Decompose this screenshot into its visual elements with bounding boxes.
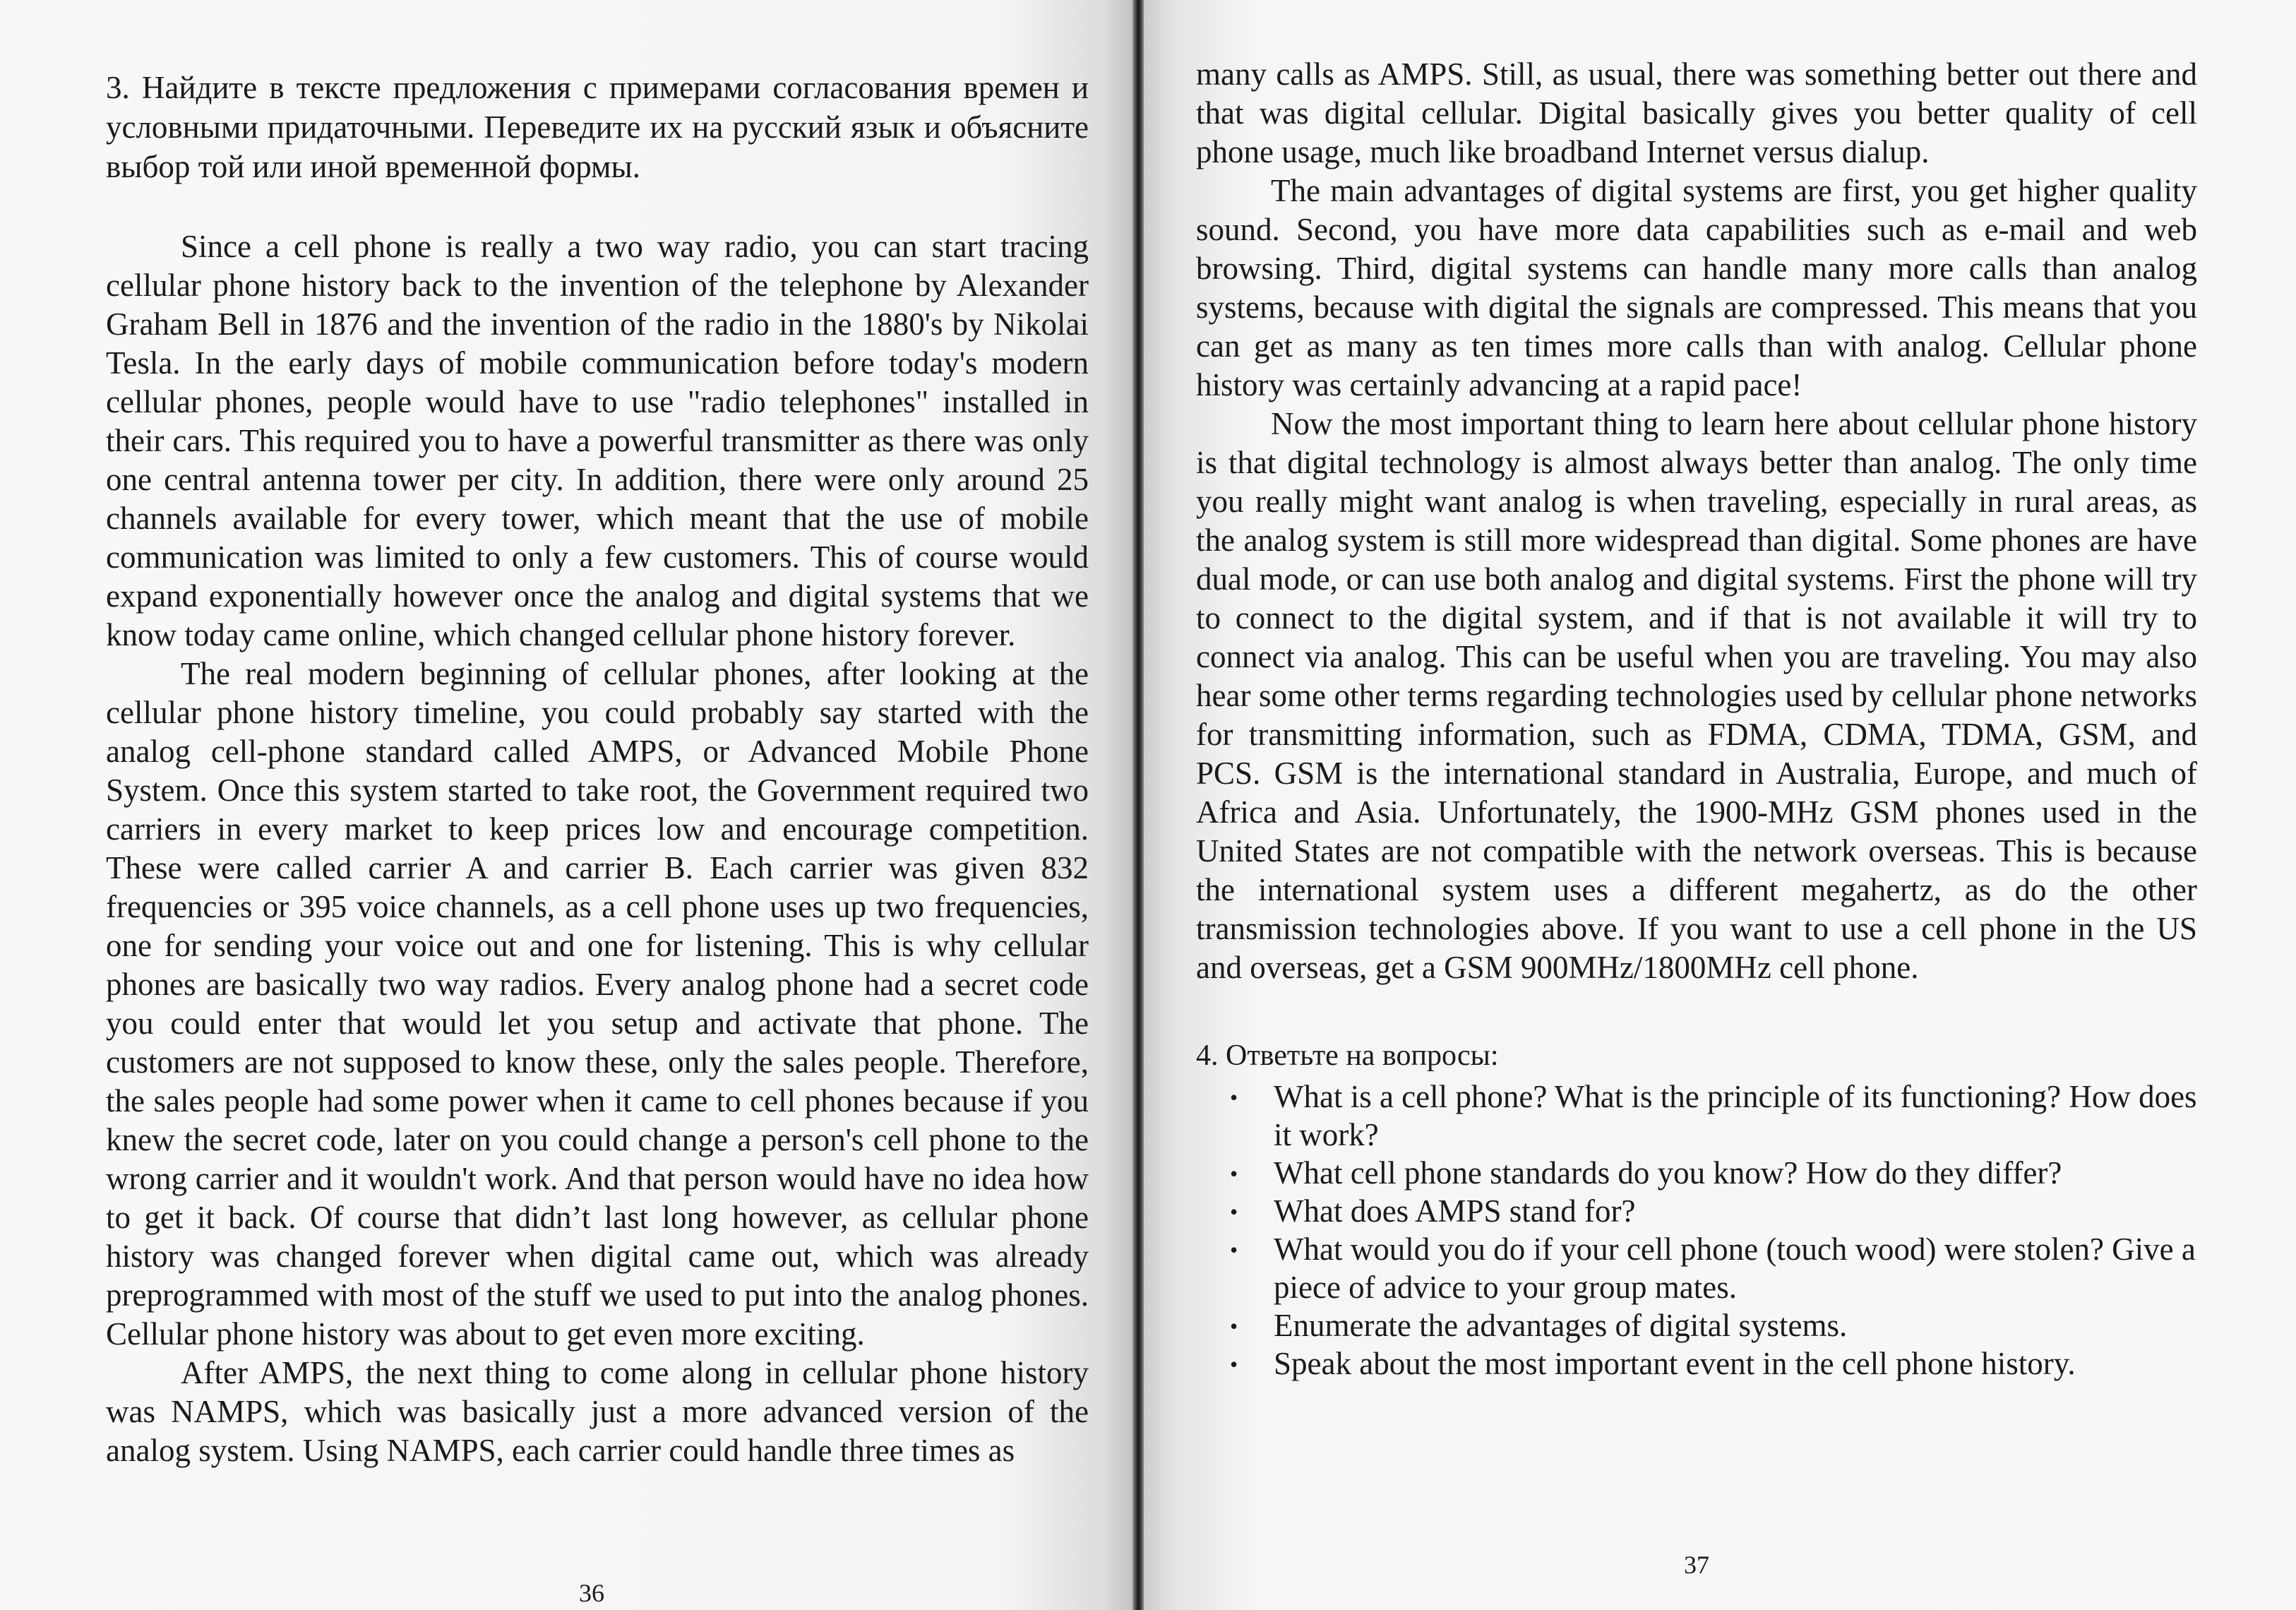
question-text: What cell phone standards do you know? How do they differ? (1274, 1155, 2062, 1191)
paragraph: Now the most important thing to learn here about cellular phone history is that digital technology is almost always better than analog. The only time you really might want analog is when traveling, especially in rural areas, as the analog system is still more widespread than digital. Some phones are have dual mode, or can use both analog and digital systems. First the phone will try to connect to the digital system, and if that is not available it will try to connect via analog. This can be useful when you are traveling. You may also hear some other terms regarding technologies used by cellular phone networks for transmitting information, such as FDMA, CDMA, TDMA, GSM, and PCS. GSM is the international standard in Australia, Europe, and much of Africa and Asia. Unfortunately, the 1900-MHz GSM phones used in the United States are not compatible with the network overseas. This is because the international system uses a different megahertz, as do the other transmission technologies above. If you want to use a cell phone in the US and overseas, get a GSM 900MHz/1800MHz cell phone. (1196, 406, 2197, 985)
paragraph: Since a cell phone is really a two way radio, you can start tracing cellular phone history back to the invention of the telephone by Alexander Graham Bell in 1876 and the invention of the radio in the 1880's by Nikolai Tesla. In the early days of mobile communication before today's modern cellular phones, people would have to use "radio telephones" installed in their cars. This required you to have a powerful transmitter as there was only one central antenna tower per city. In addition, there were only around 25 channels available for every tower, which meant that the use of mobile communication was limited to only a few customers. This of course would expand exponentially however once the analog and digital systems that we know today came online, which changed cellular phone history forever. (106, 229, 1089, 652)
paragraph: After AMPS, the next thing to come along in cellular phone history was NAMPS, which was basically just a more advanced version of the analog system. Using NAMPS, each carrier could handle three times as (106, 1355, 1089, 1468)
task-4-heading: 4. Ответьте на вопросы: (1196, 1039, 1499, 1072)
bullet-icon: • (1230, 1313, 1238, 1339)
left-page (0, 0, 1138, 1610)
page-number: 37 (1684, 1551, 1709, 1579)
list-item (1230, 1344, 2197, 1383)
list-item (1230, 1192, 2197, 1230)
bullet-icon: • (1230, 1161, 1238, 1186)
list-item (1230, 1078, 2197, 1154)
paragraph: many calls as AMPS. Still, as usual, there was something better out there and that was digital cellular. Digital basically gives you better quality of cell phone usage, much like broadband Internet versus dialup. (1196, 56, 2197, 169)
page-number: 36 (579, 1579, 604, 1607)
list-item (1230, 1306, 2197, 1344)
list-item (1230, 1154, 2197, 1192)
bullet-icon: • (1230, 1199, 1238, 1224)
question-text: What is a cell phone? What is the principle of its functioning? How does it work? (1274, 1079, 2197, 1152)
paragraph: The real modern beginning of cellular phones, after looking at the cellular phone history timeline, you could probably say started with the analog cell-phone standard called AMPS, or Advanced Mobile Phone System. Once this system started to take root, the Government required two carriers in every market to keep prices low and encourage competition. These were called carrier A and carrier B. Each carrier was given 832 frequencies or 395 voice channels, as a cell phone uses up two frequencies, one for sending your voice out and one for listening. This is why cellular phones are basically two way radios. Every analog phone had a secret code you could enter that would let you setup and activate that phone. The customers are not supposed to know these, only the sales people. Therefore, the sales people had some power when it came to cell phones because if you knew the secret code, later on you could change a person's cell phone to the wrong carrier and it wouldn't work. And that person would have no idea how to get it back. Of course that didn’t last long however, as cellular phone history was changed forever when digital came out, which was already preprogrammed with most of the stuff we used to put into the analog phones. Cellular phone history was about to get even more exciting. (106, 656, 1089, 1352)
task-3-heading: 3. Найдите в тексте предложения с примерами согласования времен и условными придаточными. Переведите их на русский язык и объясните выбор той или иной временной формы. (106, 70, 1089, 184)
book-gutter (1132, 0, 1144, 1610)
questions-list (1196, 1078, 2197, 1383)
bullet-icon: • (1230, 1085, 1238, 1110)
bullet-icon: • (1230, 1352, 1238, 1377)
question-text: Speak about the most important event in the cell phone history. (1274, 1346, 2076, 1381)
paragraph: The main advantages of digital systems are first, you get higher quality sound. Second, you have more data capabilities such as e-mail and web browsing. Third, digital systems can handle many more calls than analog systems, because with digital the signals are compressed. This means that you can get as many as ten times more calls than with analog. Cellular phone history was certainly advancing at a rapid pace! (1196, 173, 2197, 402)
question-text: What does AMPS stand for? (1274, 1193, 1636, 1229)
bullet-icon: • (1230, 1237, 1238, 1263)
question-text: What would you do if your cell phone (touch wood) were stolen? Give a piece of advice to your group mates. (1274, 1232, 2196, 1305)
list-item (1230, 1230, 2197, 1306)
question-text: Enumerate the advantages of digital systems. (1274, 1308, 1848, 1343)
right-page (1138, 0, 2296, 1610)
